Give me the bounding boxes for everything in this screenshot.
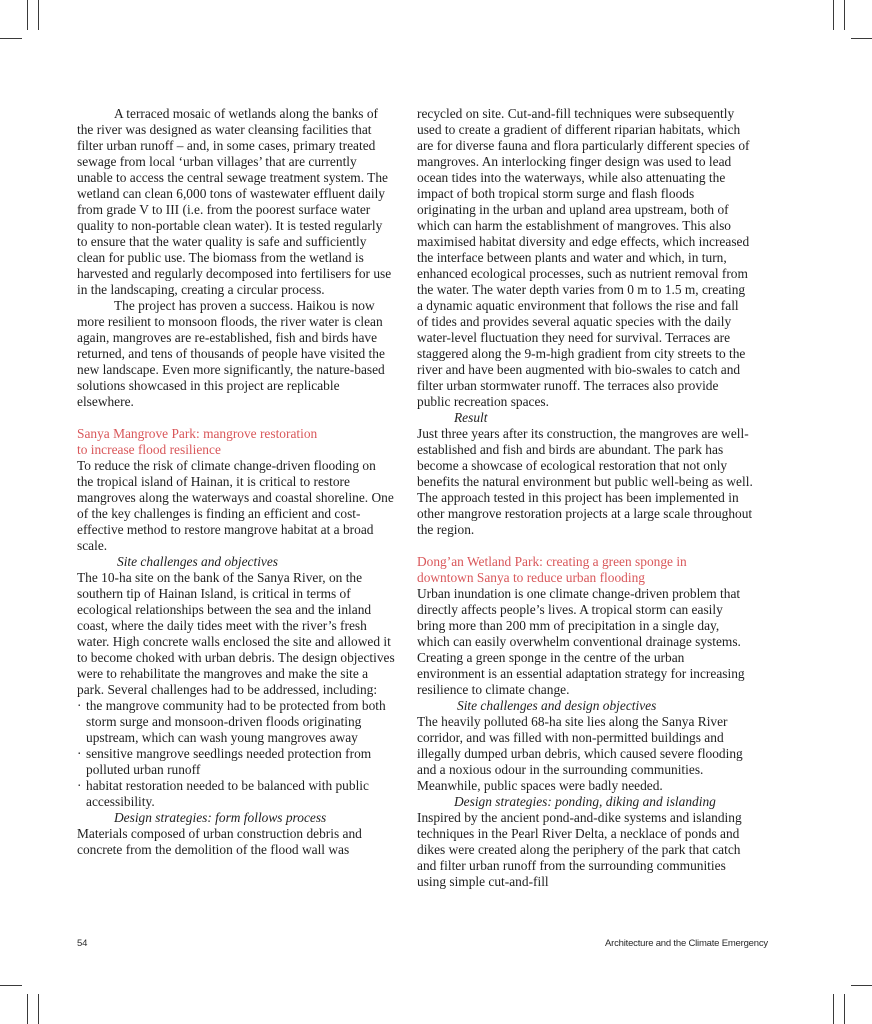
section-heading-line: downtown Sanya to reduce urban flooding xyxy=(417,570,645,585)
body-paragraph: The 10-ha site on the bank of the Sanya River, on the southern tip of Hainan Island, is critical in terms of ecological relationships between the sea and the inland coast, where the daily tides meet with the river’s fresh water. High concrete walls enclosed the site and allowed it to become choked with urban debris. The design objectives were to rehabilitate the mangroves and make the site a park. Several challenges had to be addressed, including: xyxy=(77,570,395,697)
body-paragraph: The heavily polluted 68-ha site lies along the Sanya River corridor, and was filled with non-permitted buildings and illegally dumped urban debris, which caused severe flooding and a noxious odour in the surrounding communities. Meanwhile, public spaces were badly needed. xyxy=(417,714,743,793)
right-column xyxy=(417,106,753,890)
section-heading-line: Dong’an Wetland Park: creating a green sponge in xyxy=(417,554,687,569)
section-heading xyxy=(77,426,395,458)
body-paragraph: recycled on site. Cut-and-fill techniques were subsequently used to create a gradient of different riparian habitats, which are for diverse fauna and flora particularly different species of mangroves. An interlocking finger design was used to lead ocean tides into the waterways, while also attenuating the impact of both tropical storm surge and flash floods originating in the urban and upland area upstream, both of which can harm the establishment of mangroves. This also maximised habitat diversity and edge effects, which increased the interface between plants and water and which, in turn, enhanced ecological processes, such as nutrient removal from the water. The water depth varies from 0 m to 1.5 m, creating a dynamic aquatic environment that follows the rise and fall of tides and provides several aquatic species with the daily water-level fluctuation they need for survival. Terraces are staggered along the 9-m-high gradient from city streets to the river and have been augmented with bio-swales to catch and filter urban stormwater runoff. The terraces also provide public recreation spaces. xyxy=(417,106,750,409)
body-paragraph: Inspired by the ancient pond-and-dike systems and islanding techniques in the Pearl River Delta, a necklace of ponds and dikes were created along the periphery of the park that catch and filter urban runoff from the surrounding communities using simple cut-and-fill xyxy=(417,810,742,889)
running-title: Architecture and the Climate Emergency xyxy=(605,938,768,949)
body-paragraph: Urban inundation is one climate change-driven problem that directly affects people’s lives. A tropical storm can easily bring more than 200 mm of precipitation in a single day, which can easily overwhelm conventional drainage systems. Creating a green sponge in the centre of the urban environment is an essential adaptation strategy for increasing resilience to climate change. xyxy=(417,586,745,697)
list-item: · the mangrove community had to be protected from both storm surge and monsoon-driven floods originating upstream, which can wash young mangroves away xyxy=(77,698,395,746)
subheading: Design strategies: form follows process xyxy=(114,810,327,825)
body-paragraph: The project has proven a success. Haikou is now more resilient to monsoon floods, the river water is clean again, mangroves are re-established, fish and birds have returned, and tens of thousands of people have visited the new landscape. Even more significantly, the nature-based solutions showcased in this project are replicable elsewhere. xyxy=(77,298,385,409)
list-item: · sensitive mangrove seedlings needed protection from polluted urban runoff xyxy=(77,746,395,778)
section-heading xyxy=(417,554,753,586)
list-item: · habitat restoration needed to be balanced with public accessibility. xyxy=(77,778,395,810)
body-paragraph: Just three years after its construction, the mangroves are well-established and fish and birds are abundant. The park has become a showcase of ecological restoration that not only benefits the natural environment but public well-being as well. The approach tested in this project has been implemented in other mangrove restoration projects at a large scale throughout the region. xyxy=(417,426,753,537)
subheading: Design strategies: ponding, diking and islanding xyxy=(454,794,716,809)
section-heading-line: Sanya Mangrove Park: mangrove restoration xyxy=(77,426,318,441)
body-paragraph: A terraced mosaic of wetlands along the banks of the river was designed as water cleansing facilities that filter urban runoff – and, in some cases, primary treated sewage from local ‘urban villages’ that are currently unable to access the central sewage treatment system. The wetland can clean 6,000 tons of wastewater effluent daily from grade V to III (i.e. from the poorest surface water quality to non-portable clean water). It is tested regularly to ensure that the water quality is safe and sufficiently clean for public use. The biomass from the wetland is harvested and regularly decomposed into fertilisers for use in the landscaping, creating a circular process. xyxy=(77,106,392,297)
page-number: 54 xyxy=(77,938,88,949)
subheading: Result xyxy=(454,410,488,425)
body-paragraph: Materials composed of urban construction debris and concrete from the demolition of the flood wall was xyxy=(77,826,362,857)
subheading: Site challenges and objectives xyxy=(117,554,279,569)
left-column xyxy=(77,106,395,858)
section-heading-line: to increase flood resilience xyxy=(77,442,221,457)
bullet-list xyxy=(77,698,395,810)
body-paragraph: To reduce the risk of climate change-driven flooding on the tropical island of Hainan, it is critical to restore mangroves along the waterways and coastal shoreline. One of the key challenges is finding an efficient and cost-effective method to restore mangrove habitat at a broad scale. xyxy=(77,458,394,553)
subheading: Site challenges and design objectives xyxy=(457,698,657,713)
